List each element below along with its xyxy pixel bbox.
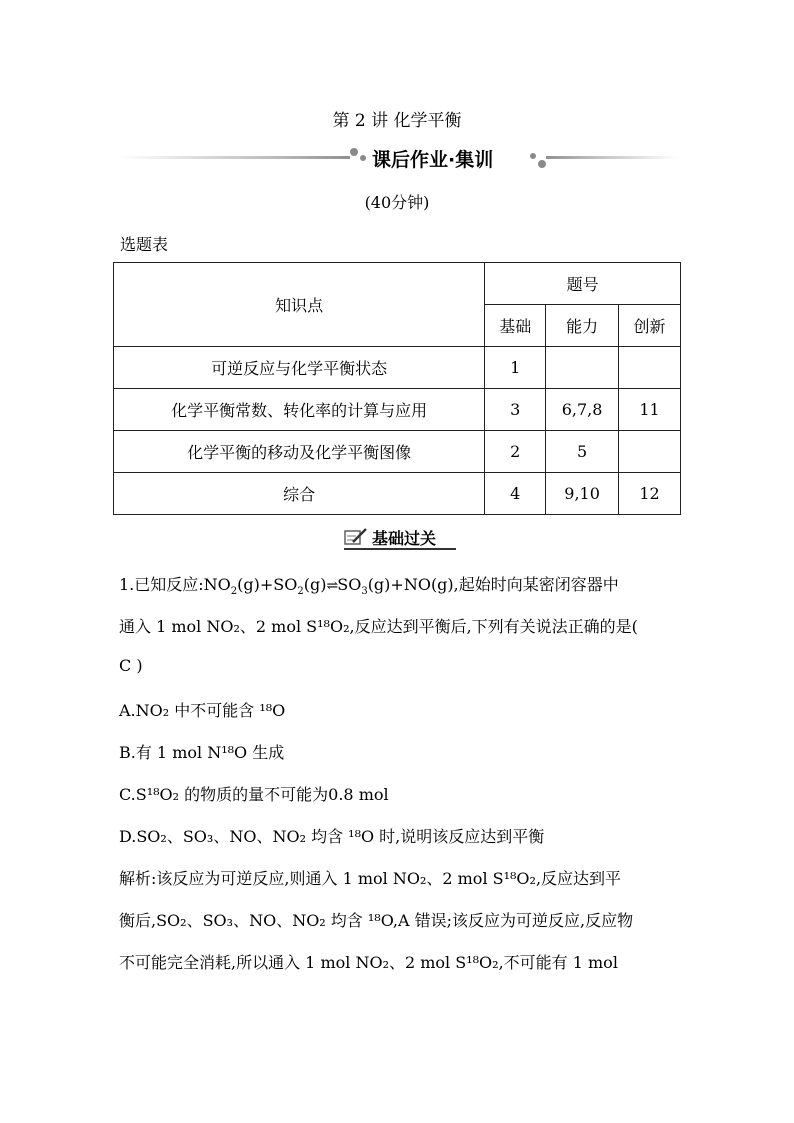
question-stem-intro: 已知反应: — [134, 575, 204, 594]
table-row — [114, 347, 681, 389]
cell-topic: 化学平衡常数、转化率的计算与应用 — [114, 389, 485, 431]
table-caption: 选题表 — [120, 235, 169, 254]
cell-topic: 化学平衡的移动及化学平衡图像 — [114, 431, 485, 473]
section-banner — [118, 143, 678, 173]
pen-icon — [344, 528, 368, 546]
cell-ability: 6,7,8 — [546, 389, 619, 431]
option-a: A.NO₂ 中不可能含 ¹⁸O — [119, 701, 286, 720]
reaction-equation: $NO_2(g)+SO_2(g)\rightleftharpoons SO_3(g)+NO(g)$ — [203, 575, 454, 598]
banner-dot — [538, 160, 546, 168]
table-row — [114, 389, 681, 431]
analysis-line3: 不可能完全消耗,所以通入 1 mol NO₂、2 mol S¹⁸O₂,不可能有 1 mol — [119, 953, 618, 972]
question-stem-tail: ,起始时向某密闭容器中 — [453, 575, 619, 594]
banner-dot — [530, 153, 536, 159]
banner-line-right — [546, 156, 678, 159]
cell-topic: 可逆反应与化学平衡状态 — [114, 347, 485, 389]
cell-basic: 4 — [485, 473, 546, 515]
header-innovation: 创新 — [619, 305, 681, 347]
option-d: D.SO₂、SO₃、NO、NO₂ 均含 ¹⁸O 时,说明该反应达到平衡 — [119, 827, 545, 846]
question-stem-line2: 通入 1 mol NO₂、2 mol S¹⁸O₂,反应达到平衡后,下列有关说法正确的是( — [119, 617, 638, 636]
header-basic: 基础 — [485, 305, 546, 347]
table-row — [114, 431, 681, 473]
cell-basic: 2 — [485, 431, 546, 473]
option-b: B.有 1 mol N¹⁸O 生成 — [119, 743, 285, 762]
table-header-row — [114, 263, 681, 305]
cell-innovation: 12 — [619, 473, 681, 515]
option-c: C.S¹⁸O₂ 的物质的量不可能为0.8 mol — [119, 785, 389, 804]
cell-ability — [546, 347, 619, 389]
section-heading-text: 基础过关 — [372, 529, 437, 548]
question-number: 1. — [119, 575, 135, 594]
question-selection-table — [113, 262, 681, 515]
cell-basic: 1 — [485, 347, 546, 389]
section-heading-underline — [344, 548, 456, 550]
cell-innovation — [619, 347, 681, 389]
answer-line: C ) — [119, 656, 143, 675]
analysis-line1: 解析:该反应为可逆反应,则通入 1 mol NO₂、2 mol S¹⁸O₂,反应达到平 — [119, 869, 622, 888]
cell-basic: 3 — [485, 389, 546, 431]
cell-ability: 9,10 — [546, 473, 619, 515]
question-stem-line1 — [119, 572, 619, 597]
banner-title: 课后作业·集训 — [372, 149, 494, 171]
lesson-title: 第 2 讲 化学平衡 — [332, 111, 462, 131]
cell-innovation — [619, 431, 681, 473]
duration-note: (40分钟) — [364, 193, 430, 212]
banner-dot — [360, 155, 366, 161]
header-ability: 能力 — [546, 305, 619, 347]
banner-dot — [350, 148, 358, 156]
table-row — [114, 473, 681, 515]
cell-innovation: 11 — [619, 389, 681, 431]
analysis-line2: 衡后,SO₂、SO₃、NO、NO₂ 均含 ¹⁸O,A 错误;该反应为可逆反应,反应物 — [119, 911, 634, 930]
header-number: 题号 — [485, 263, 681, 305]
cell-ability: 5 — [546, 431, 619, 473]
banner-line-left — [118, 156, 350, 159]
cell-topic: 综合 — [114, 473, 485, 515]
header-knowledge: 知识点 — [114, 263, 485, 347]
